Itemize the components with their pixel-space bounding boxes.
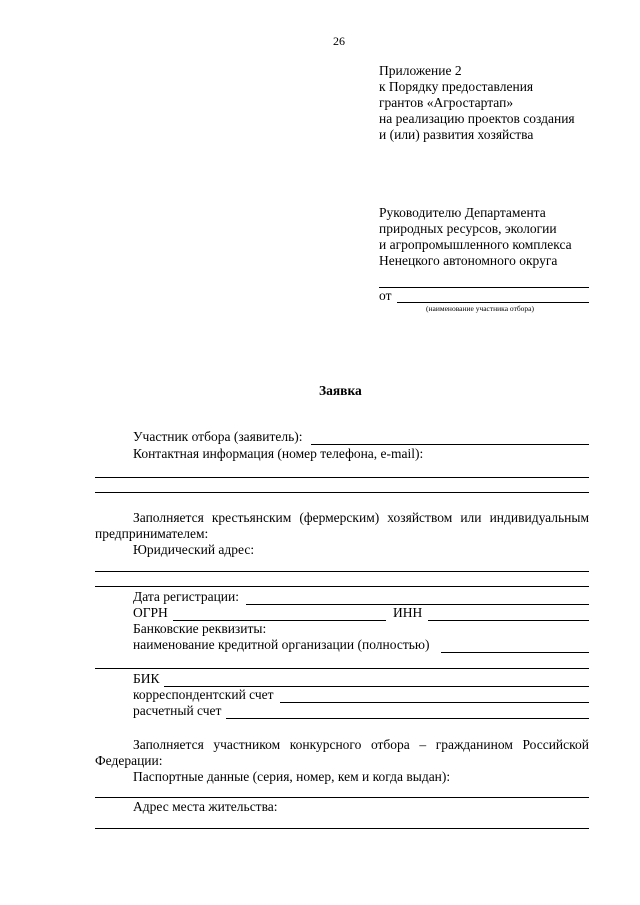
contact-label: Контактная информация (номер телефона, e-mail):	[133, 446, 424, 461]
corr-account-field-line[interactable]	[280, 702, 589, 703]
appendix-line-2: к Порядку предоставления	[379, 79, 534, 94]
participant-label: Участник отбора (заявитель):	[133, 429, 303, 444]
bik-label: БИК	[133, 671, 160, 686]
residence-label: Адрес места жительства:	[133, 799, 278, 814]
registration-date-label: Дата регистрации:	[133, 589, 240, 604]
passport-label: Паспортные данные (серия, номер, кем и когда выдан):	[133, 769, 451, 784]
residence-field-line[interactable]	[95, 828, 589, 829]
addressee-blank-line[interactable]	[379, 287, 589, 288]
form-title: Заявка	[319, 383, 362, 398]
appendix-line-5: и (или) развития хозяйства	[379, 127, 534, 142]
addressee-line-3: и агропромышленного комплекса	[379, 237, 572, 252]
bank-name-field-line[interactable]	[441, 652, 589, 653]
legal-address-line-2[interactable]	[95, 586, 589, 587]
ogrn-label: ОГРН	[133, 605, 168, 620]
corr-account-label: корреспондентский счет	[133, 687, 274, 702]
bank-details-label: Банковские реквизиты:	[133, 621, 267, 636]
settlement-account-label: расчетный счет	[133, 703, 222, 718]
bank-name-label: наименование кредитной организации (полностью)	[133, 637, 430, 652]
farm-intro-continued: предпринимателем:	[95, 526, 209, 541]
passport-field-line[interactable]	[95, 797, 589, 798]
farm-intro: Заполняется крестьянским (фермерским) хозяйством или индивидуальным	[133, 510, 589, 525]
from-field-line[interactable]	[397, 302, 589, 303]
legal-address-label: Юридический адрес:	[133, 542, 255, 557]
addressee-line-2: природных ресурсов, экологии	[379, 221, 557, 236]
page-number: 26	[333, 34, 345, 48]
appendix-line-1: Приложение 2	[379, 63, 462, 78]
inn-field-line[interactable]	[428, 620, 589, 621]
appendix-line-4: на реализацию проектов создания	[379, 111, 575, 126]
settlement-account-field-line[interactable]	[226, 718, 589, 719]
bank-name-field-line-2[interactable]	[95, 668, 589, 669]
from-caption: (наименование участника отбора)	[426, 304, 534, 313]
inn-label: ИНН	[393, 605, 423, 620]
contact-field-line-2[interactable]	[95, 492, 589, 493]
appendix-line-3: грантов «Агростартап»	[379, 95, 514, 110]
addressee-line-1: Руководителю Департамента	[379, 205, 546, 220]
from-label: от	[379, 288, 392, 303]
addressee-line-4: Ненецкого автономного округа	[379, 253, 558, 268]
citizen-intro: Заполняется участником конкурсного отбора – гражданином Российской	[133, 737, 589, 752]
participant-field-line[interactable]	[311, 444, 589, 445]
contact-field-line-1[interactable]	[95, 477, 589, 478]
legal-address-line-1[interactable]	[95, 571, 589, 572]
citizen-intro-continued: Федерации:	[95, 753, 163, 768]
